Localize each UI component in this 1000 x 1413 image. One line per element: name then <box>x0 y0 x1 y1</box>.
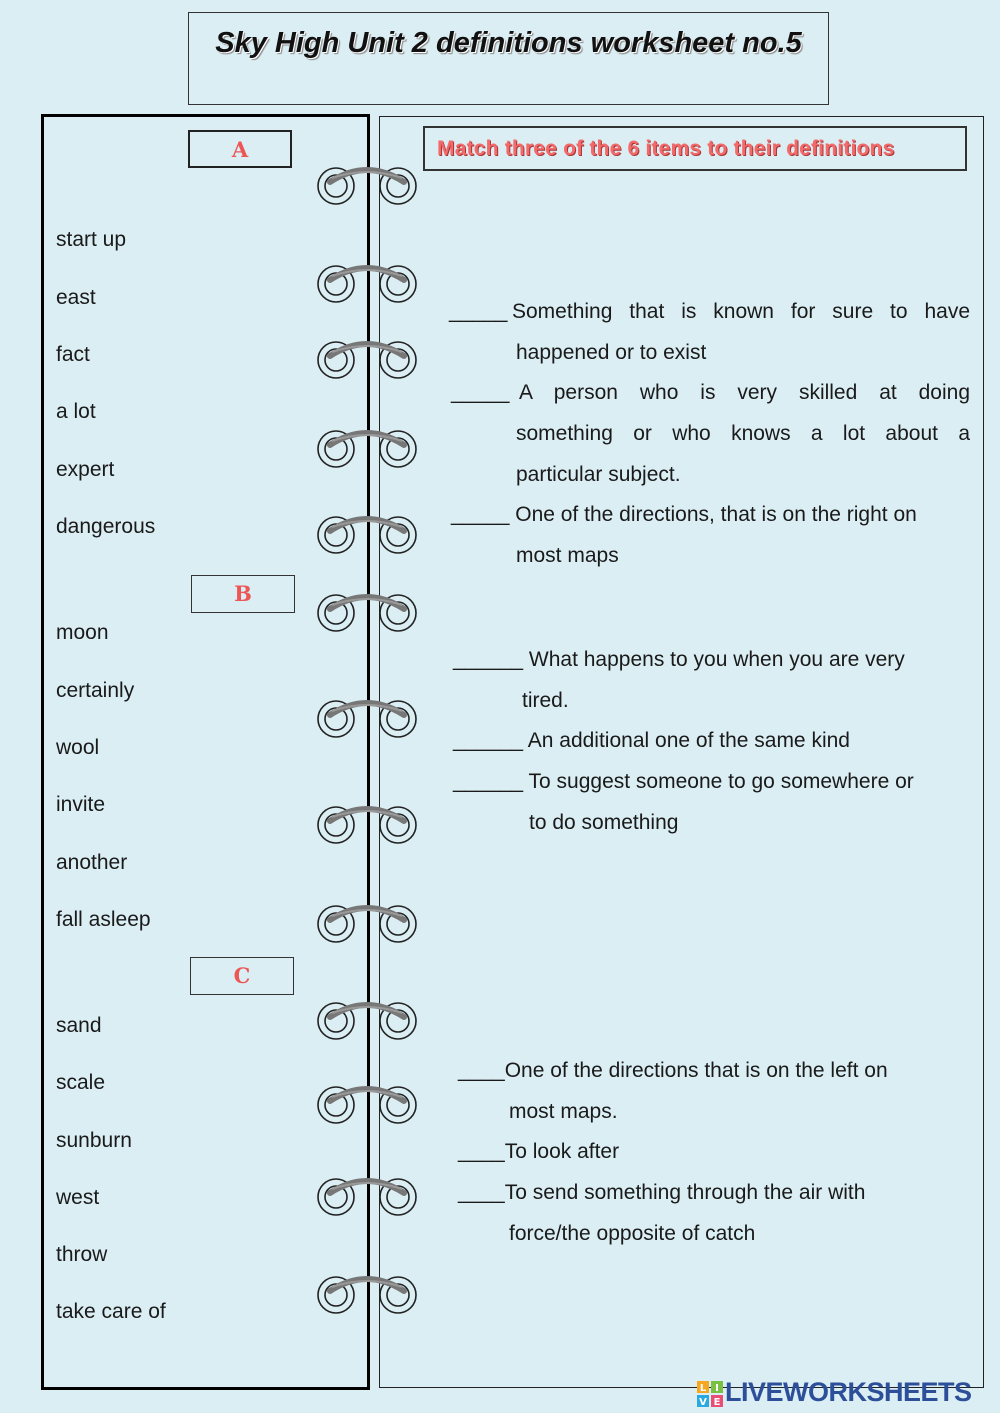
svg-text:V: V <box>699 1397 707 1407</box>
instruction-text: Match three of the 6 items to their definitions <box>437 137 895 160</box>
svg-text:E: E <box>713 1397 721 1407</box>
definition-line: ______ To suggest someone to go somewhere or <box>453 770 914 793</box>
word-item: take care of <box>56 1300 166 1323</box>
word-item: moon <box>56 621 109 644</box>
answer-blank[interactable]: _____ <box>451 381 510 404</box>
definition-line: ______ What happens to you when you are very <box>453 648 905 671</box>
word-item: sand <box>56 1014 102 1037</box>
word-item: sunburn <box>56 1129 132 1152</box>
definition-line: most maps. <box>509 1100 618 1123</box>
section-c-label: C <box>190 957 294 995</box>
definition-line: ____To look after <box>458 1140 620 1163</box>
word-item: expert <box>56 458 115 481</box>
definition-line: A person who is very skilled at doing <box>519 381 970 404</box>
word-item: another <box>56 851 128 874</box>
word-item: throw <box>56 1243 108 1266</box>
definition-line: ____To send something through the air with <box>458 1181 866 1204</box>
definition-line: particular subject. <box>516 463 681 486</box>
word-item: a lot <box>56 400 96 423</box>
worksheet-title: Sky High Unit 2 definitions worksheet no.5 <box>215 27 802 59</box>
title-box <box>188 12 829 105</box>
definition-line: _____ One of the directions, that is on the right on <box>451 503 917 526</box>
liveworksheets-logo-text: LIVEWORKSHEETS <box>725 1377 972 1407</box>
definition-line: force/the opposite of catch <box>509 1222 756 1245</box>
word-item: dangerous <box>56 515 156 538</box>
section-a-label: A <box>188 130 292 168</box>
svg-text:L: L <box>699 1383 707 1394</box>
definition-line: to do something <box>529 811 679 834</box>
definition-line: happened or to exist <box>516 341 707 364</box>
word-item: wool <box>56 736 100 759</box>
definition-line: something or who knows a lot about a <box>516 422 970 445</box>
word-item: scale <box>56 1071 106 1094</box>
svg-text:I: I <box>715 1383 719 1394</box>
answer-blank[interactable]: _____ <box>449 300 508 323</box>
word-item: fall asleep <box>56 908 151 931</box>
definition-line: ____One of the directions that is on the left on <box>458 1059 888 1082</box>
instruction-box <box>423 126 967 171</box>
word-item: east <box>56 286 96 309</box>
word-item: start up <box>56 228 127 251</box>
definition-line: ______ An additional one of the same kind <box>453 729 850 752</box>
liveworksheets-mark-icon <box>697 1381 723 1407</box>
definition-line: tired. <box>522 689 569 712</box>
word-item: certainly <box>56 679 135 702</box>
section-b-label: B <box>191 575 295 613</box>
spiral-binding-icon <box>310 0 430 1413</box>
word-item: fact <box>56 343 90 366</box>
word-item: west <box>56 1186 100 1209</box>
word-item: invite <box>56 793 106 816</box>
definition-line: Something that is known for sure to have <box>512 300 970 323</box>
definition-line: most maps <box>516 544 619 567</box>
